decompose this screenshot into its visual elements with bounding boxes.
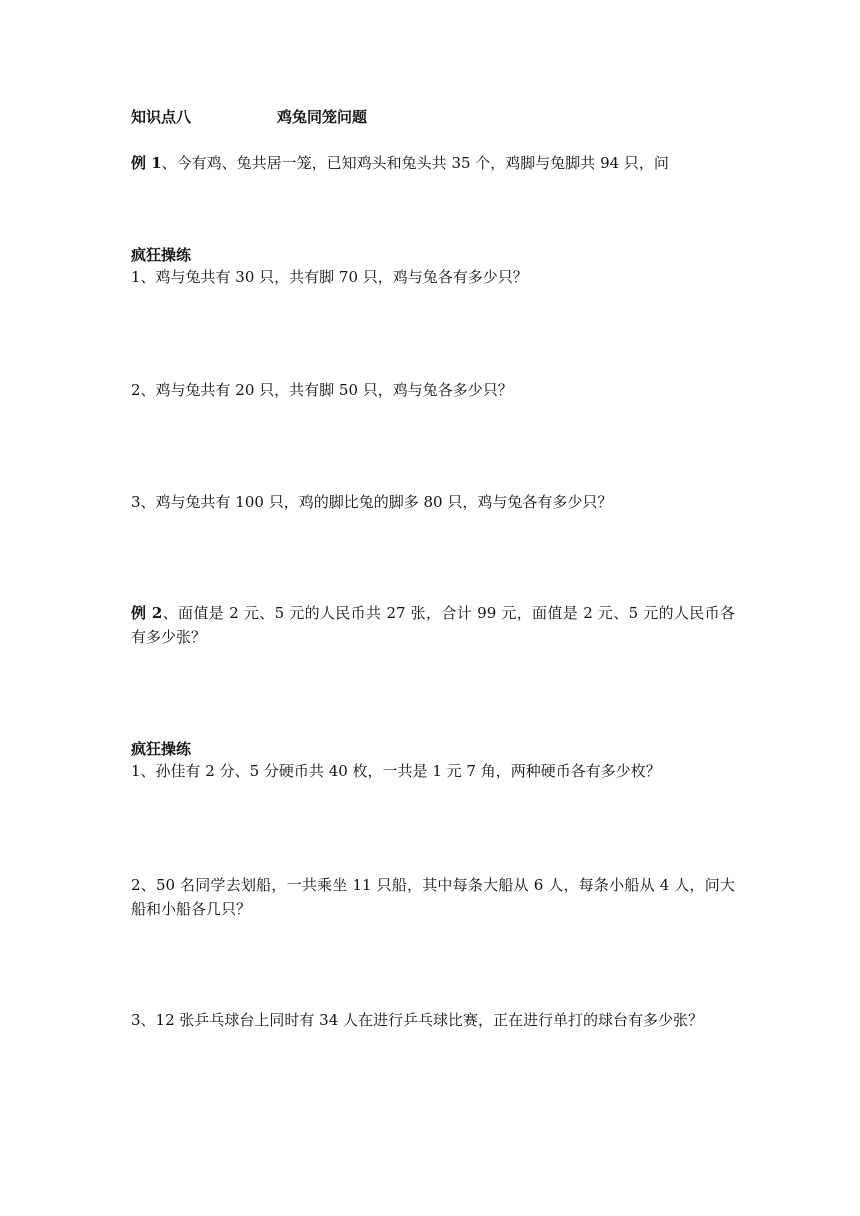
example-1-text: 、今有鸡、兔共居一笼，已知鸡头和兔头共 35 个，鸡脚与兔脚共 94 只，问	[161, 154, 669, 172]
practice-2-heading: 疯狂操练	[131, 740, 192, 758]
example-1	[131, 152, 735, 174]
section-heading	[131, 106, 735, 128]
practice-1-item-3: 3、鸡与兔共有 100 只，鸡的脚比兔的脚多 80 只，鸡与兔各有多少只？	[131, 493, 613, 511]
practice-2-item-3: 3、12 张乒乓球台上同时有 34 人在进行乒乓球比赛，正在进行单打的球台有多少张？	[131, 1011, 704, 1029]
example-2-label: 例 2	[131, 604, 163, 622]
example-2	[131, 601, 735, 649]
practice-1-item-1: 1、鸡与兔共有 30 只，共有脚 70 只，鸡与兔各有多少只？	[131, 268, 528, 286]
topic-title: 鸡兔同笼问题	[277, 108, 368, 126]
practice-1-item-2: 2、鸡与兔共有 20 只，共有脚 50 只，鸡与兔各多少只？	[131, 381, 513, 399]
practice-1-heading: 疯狂操练	[131, 246, 192, 264]
example-2-text: 、面值是 2 元、5 元的人民币共 27 张，合计 99 元，面值是 2 元、5 元的人民币各有多少张？	[131, 604, 735, 646]
example-1-label: 例 1	[131, 154, 162, 172]
practice-2-item-1: 1、孙佳有 2 分、5 分硬币共 40 枚，一共是 1 元 7 角，两种硬币各有多少枚？	[131, 762, 661, 780]
practice-2-item-2: 2、50 名同学去划船，一共乘坐 11 只船，其中每条大船从 6 人，每条小船从 4 人，问大船和小船各几只？	[131, 876, 735, 918]
section-label: 知识点八	[131, 108, 192, 126]
